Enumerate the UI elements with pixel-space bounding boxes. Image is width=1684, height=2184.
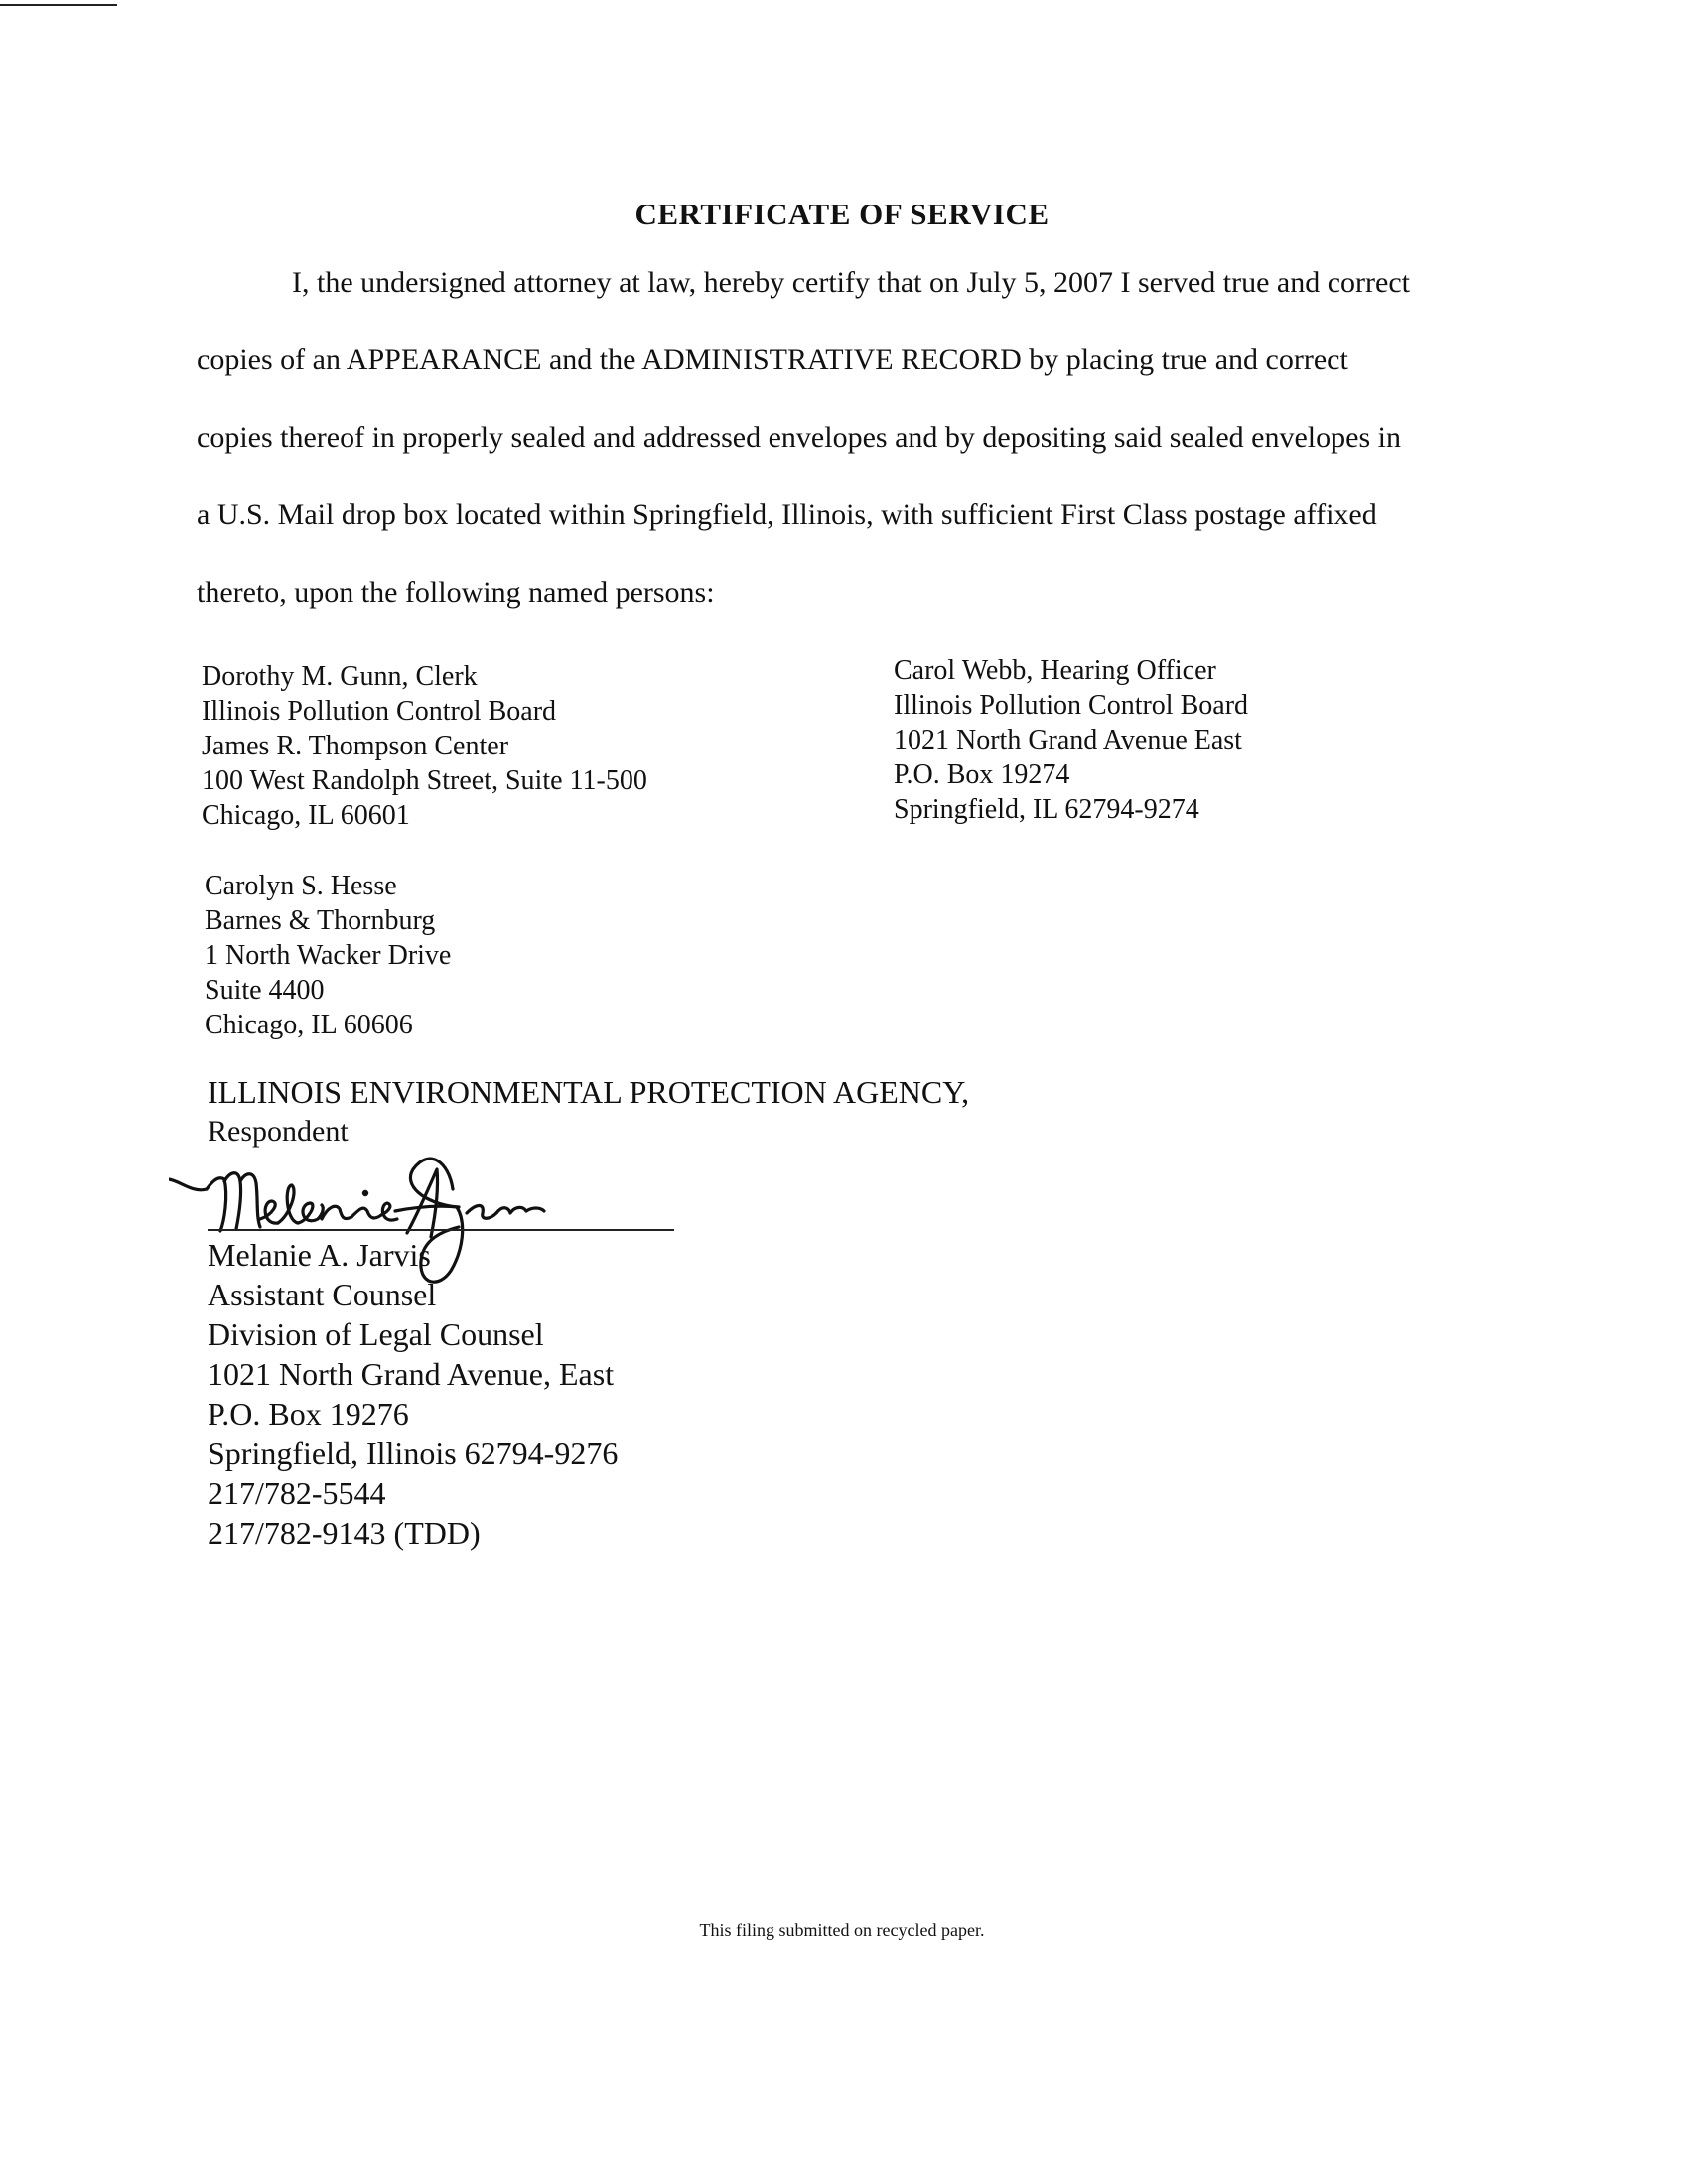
signer-line: Melanie A. Jarvis	[208, 1237, 431, 1273]
body-line-2: copies of an APPEARANCE and the ADMINISTRATIVE RECORD by placing true and correct	[197, 343, 1348, 376]
signer-line: 217/782-5544	[208, 1475, 386, 1511]
address-line: Barnes & Thornburg	[205, 905, 436, 936]
address-line: 1 North Wacker Drive	[205, 940, 452, 971]
address-line: Illinois Pollution Control Board	[202, 696, 557, 727]
address-line: Chicago, IL 60601	[202, 800, 410, 831]
address-line: 1021 North Grand Avenue East	[894, 725, 1242, 755]
body-line-5: thereto, upon the following named persons:	[197, 576, 715, 609]
body-line-3: copies thereof in properly sealed and addressed envelopes and by depositing said sealed envelopes in	[197, 421, 1401, 454]
body-line-1: I, the undersigned attorney at law, hereby certify that on July 5, 2007 I served true and correct	[292, 266, 1410, 299]
respondent-label: Respondent	[208, 1115, 349, 1148]
signer-line: Springfield, Illinois 62794-9276	[208, 1435, 619, 1471]
top-left-rule	[0, 4, 117, 6]
signer-line: P.O. Box 19276	[208, 1396, 409, 1432]
address-line: Suite 4400	[205, 975, 325, 1006]
document-title: CERTIFICATE OF SERVICE	[634, 197, 1050, 231]
address-line: Carolyn S. Hesse	[205, 871, 397, 901]
agency-name: ILLINOIS ENVIRONMENTAL PROTECTION AGENCY,	[208, 1074, 970, 1110]
recycled-paper-note: This filing submitted on recycled paper.	[699, 1920, 985, 1940]
recipient-address-hesse	[205, 869, 451, 1042]
signature-line	[208, 1229, 674, 1231]
signer-line: Assistant Counsel	[208, 1277, 437, 1312]
address-line: P.O. Box 19274	[894, 759, 1070, 790]
agency-block	[208, 1074, 969, 1149]
address-line: Illinois Pollution Control Board	[894, 690, 1249, 721]
address-line: Springfield, IL 62794-9274	[894, 794, 1199, 825]
address-line: 100 West Randolph Street, Suite 11-500	[202, 765, 647, 796]
address-line: Dorothy M. Gunn, Clerk	[202, 661, 478, 692]
address-line: Chicago, IL 60606	[205, 1010, 413, 1040]
address-line: Carol Webb, Hearing Officer	[894, 655, 1216, 686]
signer-line: 217/782-9143 (TDD)	[208, 1515, 481, 1551]
signer-line: Division of Legal Counsel	[208, 1316, 544, 1352]
body-line-4: a U.S. Mail drop box located within Springfield, Illinois, with sufficient First Class postage affixed	[197, 498, 1377, 531]
signer-block	[208, 1235, 618, 1553]
recipient-address-webb	[894, 653, 1248, 827]
signer-line: 1021 North Grand Avenue, East	[208, 1356, 615, 1392]
address-line: James R. Thompson Center	[202, 731, 509, 761]
recipient-address-gunn	[202, 659, 647, 833]
